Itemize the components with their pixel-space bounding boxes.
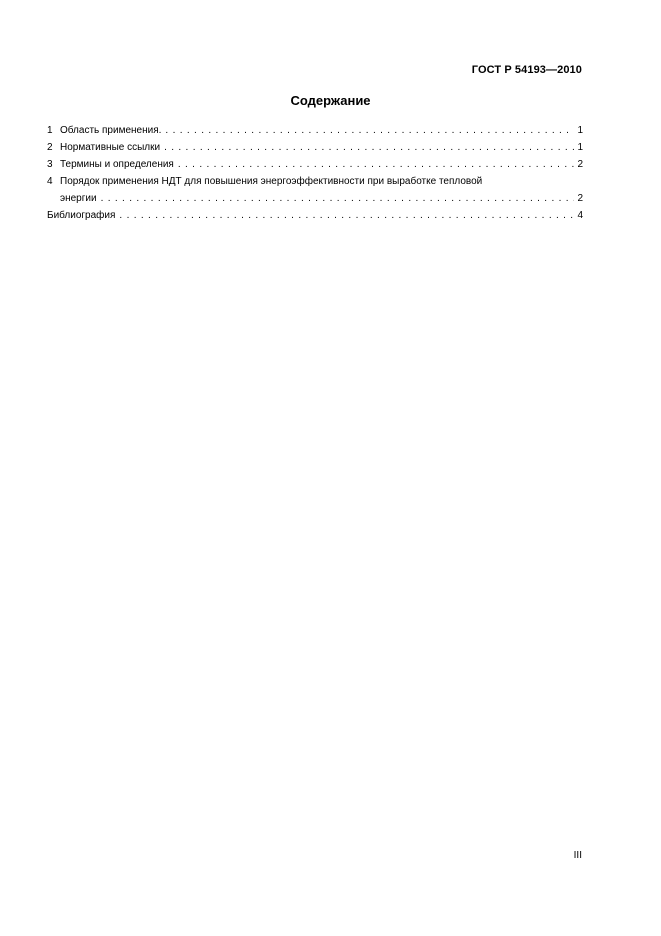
dot-leader (178, 156, 575, 173)
toc-entry-page: 2 (577, 159, 583, 170)
toc-entry-3[interactable] (47, 156, 583, 173)
toc-entry-number: 1 (47, 125, 53, 136)
toc-entry-1[interactable] (47, 122, 583, 139)
dot-leader (164, 139, 574, 156)
toc-entry-4[interactable] (47, 173, 583, 207)
toc-entry-bibliography[interactable] (47, 207, 583, 224)
toc-entry-title: Нормативные ссылки (60, 142, 161, 153)
page-number: III (573, 850, 582, 861)
toc-title: Содержание (290, 93, 371, 108)
toc-entry-title: Область применения. (60, 125, 162, 136)
table-of-contents (47, 122, 583, 224)
toc-entry-number: 4 (47, 176, 53, 187)
dot-leader (101, 190, 575, 207)
toc-entry-title: Порядок применения НДТ для повышения энергоэффективности при выработке тепловой (60, 176, 483, 187)
toc-entry-number: 2 (47, 142, 53, 153)
toc-entry-title: Библиография (47, 210, 116, 221)
document-code: ГОСТ Р 54193—2010 (471, 64, 582, 76)
toc-entry-page: 2 (577, 193, 583, 204)
toc-entry-page: 1 (577, 142, 583, 153)
toc-entry-title: Термины и определения (60, 159, 174, 170)
toc-entry-page: 4 (577, 210, 583, 221)
dot-leader (119, 207, 574, 224)
toc-entry-2[interactable] (47, 139, 583, 156)
dot-leader (165, 122, 574, 139)
toc-entry-title-continued: энергии (60, 193, 97, 204)
toc-entry-page: 1 (577, 125, 583, 136)
toc-entry-number: 3 (47, 159, 53, 170)
